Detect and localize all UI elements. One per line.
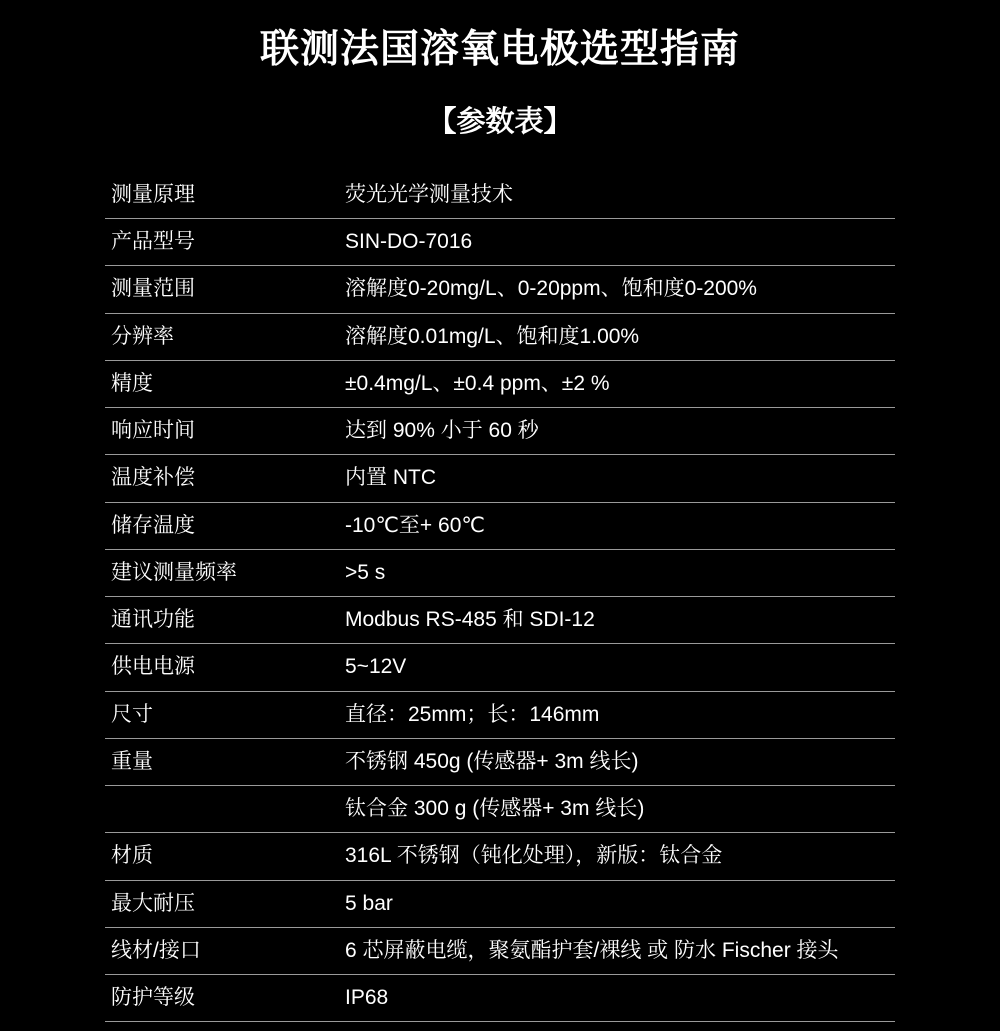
table-row (105, 738, 895, 785)
table-row (105, 502, 895, 549)
spec-value: 316L 不锈钢（钝化处理），新版：钛合金 (333, 833, 895, 880)
spec-label: 响应时间 (105, 408, 333, 455)
table-row (105, 833, 895, 880)
spec-label: 材质 (105, 833, 333, 880)
spec-value: 达到 90% 小于 60 秒 (333, 408, 895, 455)
spec-value: 荧光光学测量技术 (333, 172, 895, 219)
spec-value: 溶解度0.01mg/L、饱和度1.00% (333, 313, 895, 360)
spec-label: 产品型号 (105, 219, 333, 266)
section-subtitle: 【参数表】 (427, 105, 573, 138)
spec-label: 储存温度 (105, 502, 333, 549)
spec-label: 线材/接口 (105, 927, 333, 974)
table-row (105, 927, 895, 974)
spec-value: 内置 NTC (333, 455, 895, 502)
table-row (105, 266, 895, 313)
table-row (105, 597, 895, 644)
spec-value: 5 bar (333, 880, 895, 927)
spec-value: IP68 (333, 975, 895, 1022)
table-row (105, 172, 895, 219)
spec-value: >5 s (333, 549, 895, 596)
spec-label: 测量原理 (105, 172, 333, 219)
spec-label: 温度补偿 (105, 455, 333, 502)
spec-label: 通讯功能 (105, 597, 333, 644)
spec-value: SIN-DO-7016 (333, 219, 895, 266)
table-row (105, 408, 895, 455)
spec-value: 直径：25mm；长：146mm (333, 691, 895, 738)
table-row (105, 360, 895, 407)
spec-label: 防护等级 (105, 975, 333, 1022)
spec-value: 溶解度0-20mg/L、0-20ppm、饱和度0-200% (333, 266, 895, 313)
spec-label (105, 786, 333, 833)
table-row (105, 880, 895, 927)
spec-label: 最大耐压 (105, 880, 333, 927)
spec-value: -10℃至+ 60℃ (333, 502, 895, 549)
table-row (105, 975, 895, 1022)
spec-label: 分辨率 (105, 313, 333, 360)
spec-label: 测量范围 (105, 266, 333, 313)
page-title: 联测法国溶氧电极选型指南 (259, 28, 740, 71)
spec-label: 尺寸 (105, 691, 333, 738)
table-row (105, 313, 895, 360)
table-row (105, 691, 895, 738)
specification-table (105, 172, 895, 1023)
spec-value: ±0.4mg/L、±0.4 ppm、±2 % (333, 360, 895, 407)
spec-value: Modbus RS-485 和 SDI-12 (333, 597, 895, 644)
specification-table-body (105, 172, 895, 1022)
table-row (105, 644, 895, 691)
spec-label: 重量 (105, 738, 333, 785)
table-row (105, 219, 895, 266)
table-row (105, 549, 895, 596)
spec-label: 精度 (105, 360, 333, 407)
spec-label: 供电电源 (105, 644, 333, 691)
spec-label: 建议测量频率 (105, 549, 333, 596)
spec-value: 6 芯屏蔽电缆，聚氨酯护套/裸线 或 防水 Fischer 接头 (333, 927, 895, 974)
spec-value: 不锈钢 450g (传感器+ 3m 线长) (333, 738, 895, 785)
spec-value: 5~12V (333, 644, 895, 691)
spec-value: 钛合金 300 g (传感器+ 3m 线长) (333, 786, 895, 833)
table-row (105, 455, 895, 502)
table-row (105, 786, 895, 833)
